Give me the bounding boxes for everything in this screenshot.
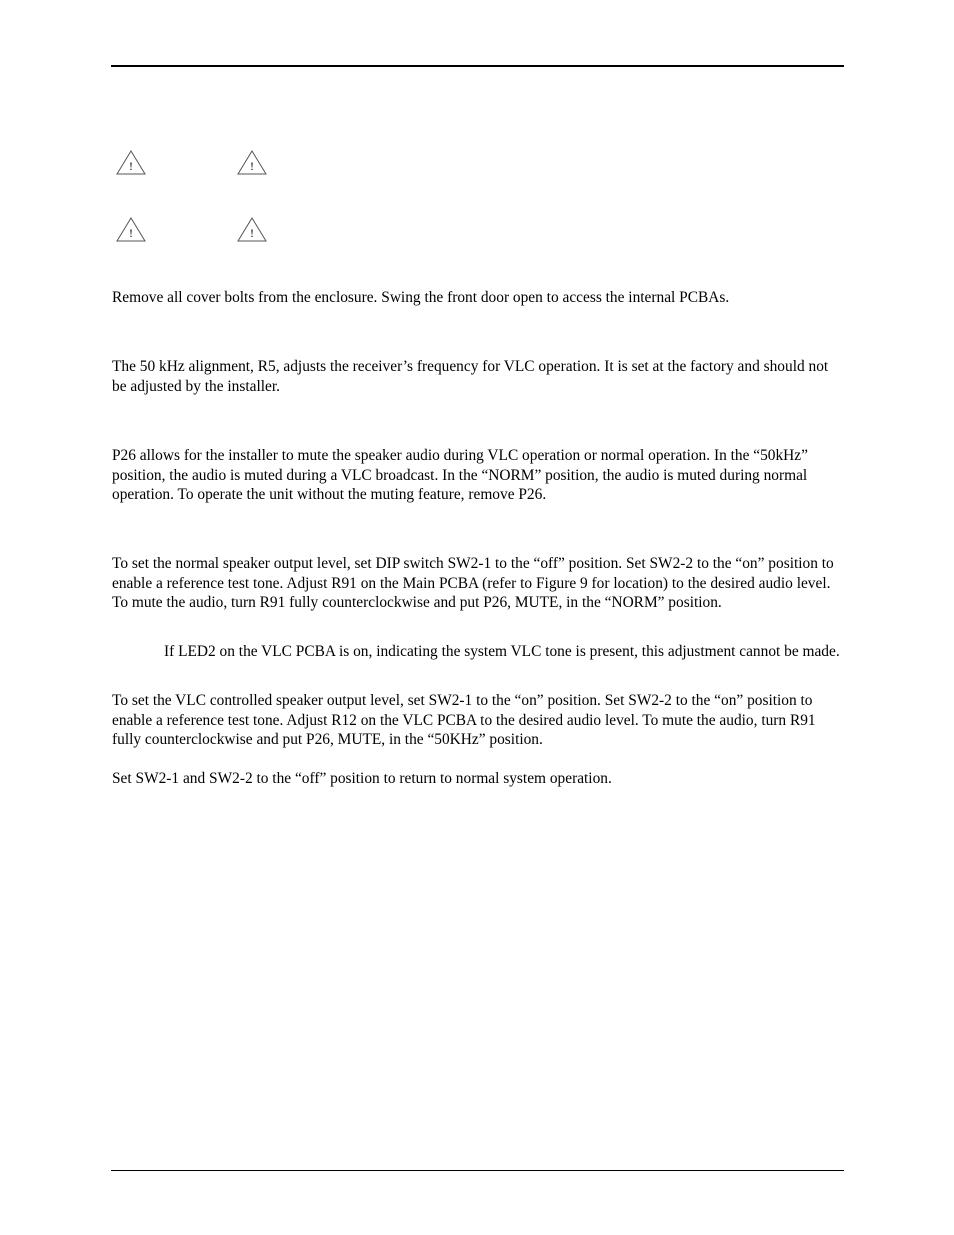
svg-text:!: ! — [129, 226, 133, 240]
led2-note-text: If LED2 on the VLC PCBA is on, indicating the system VLC tone is present, this adjustment cannot be made. — [164, 643, 840, 660]
paragraph-normal-speaker-level: To set the normal speaker output level, set DIP switch SW2-1 to the “off” position. Set SW2-2 to the “on” position to enable a reference test tone. Adjust R91 on the Main PCBA (refer to Figure 9 for location) to the desired audio level. To mute the audio, turn R91 fully counterclockwise and put P26, MUTE, in the “NORM” position. — [112, 555, 834, 611]
warning-triangle-icon — [116, 150, 146, 176]
svg-text:!: ! — [129, 159, 133, 173]
paragraph-led2-note — [112, 642, 844, 662]
paragraph-cover-removal: Remove all cover bolts from the enclosure. Swing the front door open to access the internal PCBAs. — [112, 289, 730, 306]
warning-triangle-icon — [237, 217, 267, 243]
paragraph-vlc-speaker-level: To set the VLC controlled speaker output level, set SW2-1 to the “on” position. Set SW2-2 to the “on” position to enable a reference test tone. Adjust R12 on the VLC PCBA to the desired audio level. To mute the audio, turn R91 fully counterclockwise and put P26, MUTE, in the “50KHz” position. — [112, 692, 816, 748]
footer-rule — [111, 1170, 844, 1171]
svg-text:!: ! — [250, 159, 254, 173]
warning-triangle-icon — [116, 217, 146, 243]
paragraph-50khz-alignment: The 50 kHz alignment, R5, adjusts the receiver’s frequency for VLC operation. It is set at the factory and should not be adjusted by the installer. — [112, 358, 829, 395]
paragraph-mute-jumper: P26 allows for the installer to mute the speaker audio during VLC operation or normal operation. In the “50kHz” position, the audio is muted during a VLC broadcast. In the “NORM” position, the audio is muted during normal operation. To operate the unit without the muting feature, remove P26. — [112, 447, 808, 503]
svg-text:!: ! — [250, 226, 254, 240]
paragraph-return-normal: Set SW2-1 and SW2-2 to the “off” position to return to normal system operation. — [112, 770, 612, 787]
header-rule — [111, 65, 844, 67]
warning-triangle-icon — [237, 150, 267, 176]
